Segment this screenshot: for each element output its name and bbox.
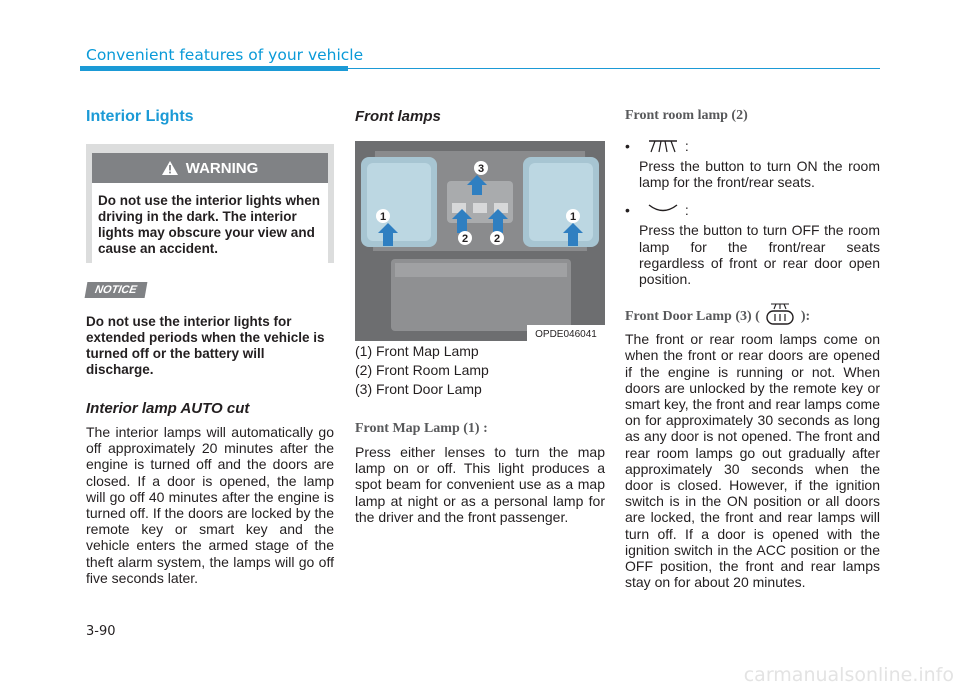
front-map-lamp-body: Press either lenses to turn the map lamp on or off. This light produces a spot beam for convenient use as a map lamp at night or as a personal lamp for the driver and the front passenger. (355, 444, 605, 525)
watermark: carmanualsonline.info (743, 664, 954, 686)
room-lamp-on-text: Press the button to turn ON the room lamp for the front/rear seats. (639, 158, 880, 191)
subsection-title-auto-cut: Interior lamp AUTO cut (86, 400, 250, 417)
list-item: (2) Front Room Lamp (355, 362, 489, 378)
notice-text: Do not use the interior lights for extended periods when the vehicle is turned off or the battery will discharge. (86, 314, 325, 377)
warning-header (92, 153, 328, 183)
column-front-room-lamp (625, 108, 880, 590)
bullet-on (625, 138, 880, 154)
subsection-title-front-door-lamp (625, 303, 880, 327)
door-lamp-title-post: ): (800, 309, 811, 325)
room-lamp-off-text: Press the button to turn OFF the room lamp for the front/rear seats regardless of front or rear door open position. (639, 222, 880, 288)
list-item: (3) Front Door Lamp (355, 381, 482, 397)
header-bar (80, 66, 348, 71)
column-front-lamps (355, 108, 605, 525)
chapter-title: Convenient features of your vehicle (86, 46, 364, 64)
column-interior-lights (86, 108, 334, 586)
list-item: (1) Front Map Lamp (355, 343, 479, 359)
auto-cut-body: The interior lamps will automatically go off approximately 20 minutes after the engine is turned off and the doors are closed. If a door is opened, the lamp will go off 40 minutes after the engine is turned off. If the doors are locked by the remote key or smart key and the vehicle enters the armed stage of the theft alarm system, the lamps will go off five seconds later. (86, 424, 334, 586)
callout-1-right: 1 (569, 211, 577, 223)
warning-text: Do not use the interior lights when driving in the dark. The interior lights may obscure your view and cause an accident. (92, 183, 328, 263)
image-code: OPDE046041 (535, 329, 597, 340)
subsection-title-front-map-lamp: Front Map Lamp (1) : (355, 421, 488, 436)
warning-label: WARNING (185, 159, 259, 177)
page-number: 3-90 (86, 624, 116, 639)
front-lamp-illustration (355, 141, 605, 341)
warning-triangle-icon (162, 161, 178, 175)
subsection-title-front-room-lamp: Front room lamp (2) (625, 108, 748, 123)
callout-2-left: 2 (461, 233, 469, 245)
room-lamp-off-icon (645, 202, 681, 218)
warning-box (86, 144, 334, 263)
room-lamp-on-icon (645, 138, 681, 154)
notice-badge: NOTICE (85, 282, 147, 298)
front-lamps-list (355, 342, 605, 525)
callout-2-right: 2 (493, 233, 501, 245)
bullet-off (625, 202, 880, 218)
header-rule (348, 68, 880, 69)
callout-3: 3 (477, 163, 485, 175)
section-title-front-lamps: Front lamps (355, 108, 441, 125)
section-title-interior-lights: Interior Lights (86, 108, 194, 125)
overhead-console-illustration (355, 141, 605, 341)
door-lamp-title-pre: Front Door Lamp (3) ( (625, 309, 760, 325)
front-door-lamp-body: The front or rear room lamps come on when the front or rear doors are opened if the engine is running or not. When doors are unlocked by the remote key or smart key, the front and rear lamps come on for approximately 30 seconds as long as any door is not opened. The front and rear room lamps go out gradually after approximately 30 seconds when the door is closed. However, if the ignition switch is in the ON position or all doors are locked, the front and rear lamps will turn off. If a door is opened with the ignition switch in the ACC position or the OFF position, the front and rear lamps stay on for about 20 minutes. (625, 331, 880, 591)
colon: : (684, 138, 689, 154)
callout-1-left: 1 (379, 211, 387, 223)
door-lamp-icon (763, 303, 797, 327)
colon: : (684, 202, 689, 219)
